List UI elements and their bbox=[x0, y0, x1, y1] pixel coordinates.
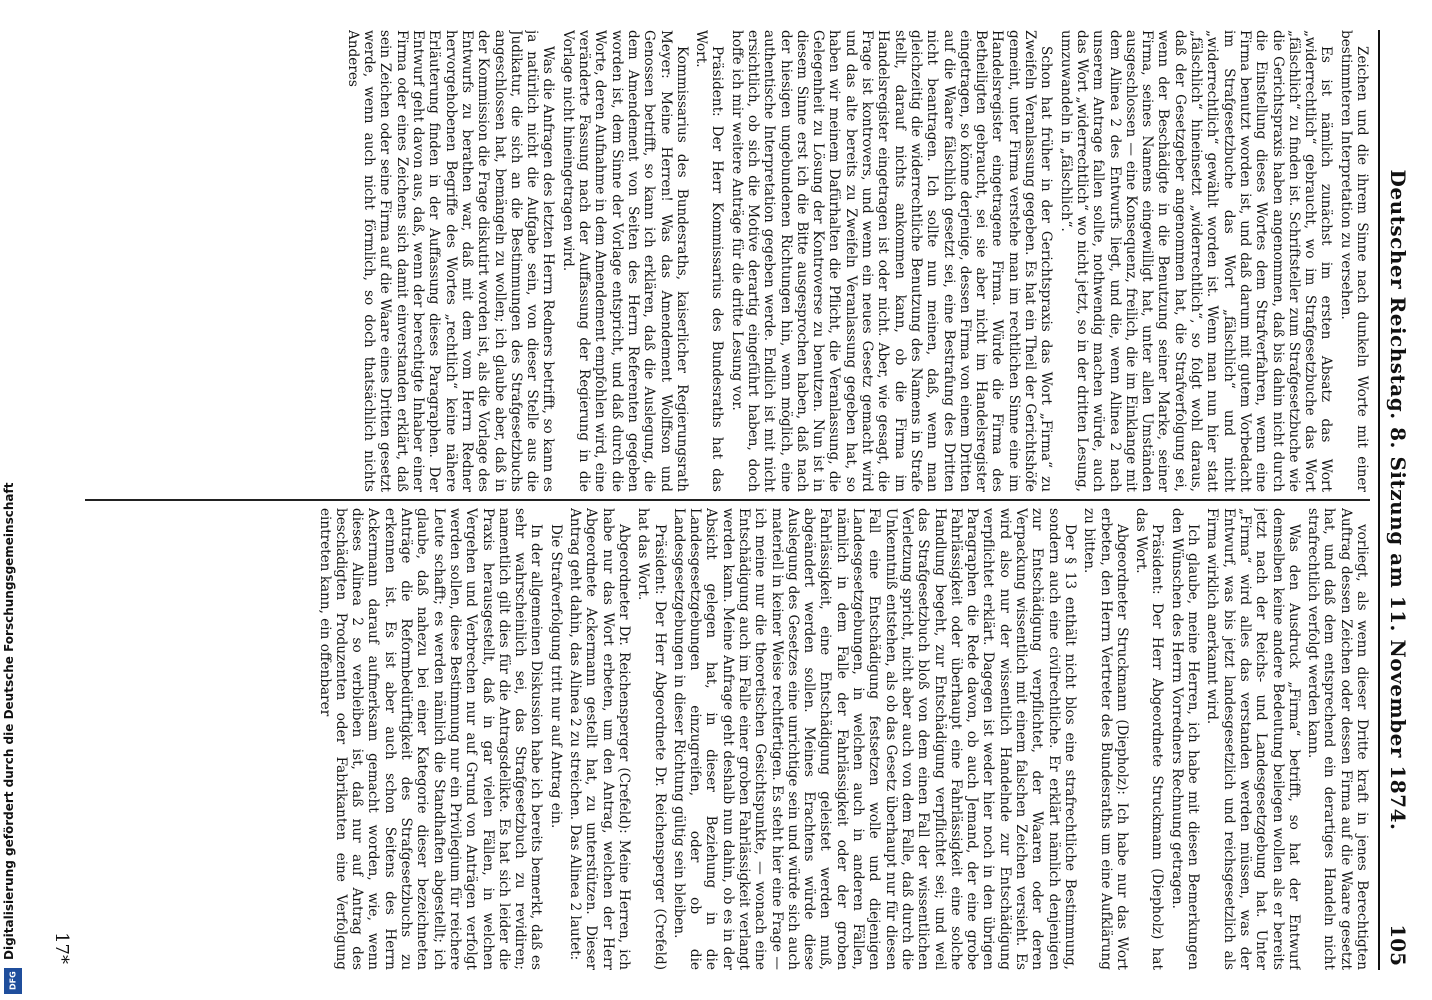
paragraph: Präsident: Der Herr Abgeordnete Dr. Reichensperger (Crefeld) hat das Wort. bbox=[635, 508, 668, 970]
paragraph: Was die Anfragen des letzten Herrn Redners betrifft, so kann es ja natürlich nicht die Aufgabe sein, von dieser Stelle aus die Judikatur, die sich an die Bestimmungen des Strafgesetzbuchs angeschlossen hat, bemängeln zu wollen; ich glaube aber, daß in der Kommission die Frage diskutirt worden ist, als die Vorlage des Entwurfs zu berathen war, daß mit dem vom Herrn Redner hervorgehobenen Begriffe des Wortes „rechtlich“ keine nähere Erläuterung finden in der Auffassung dieses Paragraphen. Der Entwurf geht davon aus, daß, wenn der berechtigte Inhaber einer Firma oder eines Zeichens sich damit einverstanden erklärt, daß sein Zeichen oder seine Firma auf die Waare eines Dritten gesetzt werde, wenn auch nicht förmlich, so doch thatsächlich nichts Anderes bbox=[344, 30, 557, 492]
paragraph: Der § 13 enthält nicht blos eine strafrechtliche Bestimmung, sondern auch eine civilrechtliche. Er erklärt nämlich denjenigen zur Entschädigung verpflichtet, der Waaren oder deren Verpackung wissentlich mit einem falschen Zeichen versieht. Es wird also nur der wissentlich Handelnde zur Entschädigung verpflichtet erklärt. Dagegen ist weder hier noch in den übrigen Paragraphen die Rede davon, ob auch Jemand, der eine grobe Fahrlässigkeit oder überhaupt eine Fahrlässigkeit eine solche Handlung begeht, zur Entschädigung verpflichtet sei; und weil das Strafgesetzbuch bloß von dem einen Fall der wissentlichen Verletzung spricht, nicht aber auch von dem Falle, daß durch die Unkenntniß entstehen, als ob das Gesetz überhaupt nur für diesen Fall eine Entschädigung festsetzen wolle und diejenigen Landesgesetzgebungen, in welchen auch in anderen Fällen, nämlich in dem Falle der Fahrlässigkeit oder der groben Fahrlässigkeit, eine Entschädigung geleistet werden muß, abgeändert werden sollen. Meines Erachtens würde diese Auslegung des Gesetzes eine unrichtige sein und würde sich auch materiell in keiner Weise rechtfertigen. Es steht hier eine Frage — ich meine nur die theoretischen Gesichtspunkte, — wonach eine Entschädigung auch im Falle einer groben Fahrlässigkeit verlangt werden kann. Meine Anfrage geht deshalb nun dahin, ob es in der Absicht gelegen hat, in dieser Beziehung in die Landesgesetzgebungen einzugreifen, oder ob die Landesgesetzgebungen in dieser Richtung gültig sein bleiben. bbox=[670, 508, 1078, 970]
paragraph: Die Strafverfolgung tritt nur auf Antrag ein. bbox=[547, 524, 564, 829]
paragraph: vorliegt, als wenn dieser Dritte kraft in jenes Berechtigten Auftrag dessen Zeichen oder dessen Firma auf die Waare gesetzt hat, und daß dem entsprechend ein derartiges Handeln nicht strafrechtlich verfolgt werden kann. bbox=[1305, 508, 1370, 970]
page-number: 105 bbox=[1386, 924, 1410, 966]
dfg-logo-icon: DFG bbox=[4, 968, 22, 994]
paragraph: Schon hat früher in der Gerichtspraxis das Wort „Firma“ zu Zweifeln Veranlassung gegeben. Es hat ein Theil der Gerichtshöfe gemeint, unter Firma verstehe man im rechtlichen Sinne eine im Handelsregister eingetragene Firma. Würde die Firma des Betheiligten gebraucht, sei sie aber nicht im Handelsregister eingetragen, so könne derjenige, dessen Firma von einem Dritten auf die Waare fälschlich gesetzt sei, eine Bestrafung des Dritten nicht beantragen. Ich sollte nun meinen, daß, wenn man gleichzeitig die widerrechtliche Benutzung des Namens in Strafe stellt, darauf nichts ankommen kann, ob die Firma im Handelsregister eingetragen ist oder nicht. Aber, wie gesagt, die Frage ist kontrovers, und wenn ein neues Gesetz gemacht wird und das alte bereits zu Zweifeln Veranlassung gegeben hat, so haben wir meinem Dafürhalten die Pflicht, die Veranlassung, die Gelegenheit zu Lösung der Kontroverse zu benutzen. Nun ist in diesem Sinne erst ich die Bitte ausgesprochen haben, daß nach der hiesigen ungebundenen Richtungen hin, wenn möglich, eine authentische Interpretation gegeben werde. Endlich ist mit nicht ersichtlich, ob sich die Motive derartig eingeführt haben, doch hoffe ich mir weitere Anträge für die dritte Lesung vor. bbox=[728, 30, 1055, 492]
signature-mark: 17* bbox=[51, 932, 72, 964]
right-column bbox=[90, 508, 1370, 970]
paragraph: In der allgemeinen Diskussion habe ich bereits bemerkt, daß es sehr wahrscheinlich sei, das Strafgesetzbuch zu revidiren; namentlich gilt dies für die Antragsdelikte. Es hat sich leider die Praxis herausgestellt, daß in gar vielen Fällen, in welchen Vergehen und Verbrechen nur auf Grund von Anträgen verfolgt werden sollen, diese Bestimmung nur ein Privilegium für reichere Leute schafft; es werden nämlich die Standhaften abgestellt; ich glaube, daß nahezu bei einer Kategorie dieser bezeichneten Anträge die Reformbedürftigkeit des Strafgesetzbuchs zu erkennen ist. Es ist aber auch schon Seitens des Herrn Ackermann darauf aufmerksam gemacht worden, wie, wenn dieses Alinea 2 so verbleiben ist, daß nur auf Antrag des beschädigten Produzenten oder Fabrikanten eine Verfolgung eintreten kann, ein offenbarer bbox=[316, 508, 545, 970]
paragraph: Präsident: Der Herr Abgeordnete Struckmann (Diepholz) hat das Wort. bbox=[1133, 508, 1166, 970]
running-header bbox=[1378, 30, 1414, 970]
credit-text: Digitalisierung gefördert durch die Deutsche Forschungsgemeinschaft bbox=[2, 482, 16, 960]
paragraph: Ich glaube, meine Herren, ich habe mit diesen Bemerkungen den Wünschen des Herrn Vorredners Rechnung getragen. bbox=[1168, 508, 1202, 970]
paragraph: Es ist nämlich zunächst im ersten Absatz das Wort „widerrechtlich“ gebraucht, wo im Strafgesetzbuche das Wort „fälschlich“ zu finden ist. Schriftsteller zum Strafgesetzbuche wie die Gerichtspraxis haben angenommen, daß bis dahin nicht durch die Einstellung dieses Wortes dem Strafverfahren, wenn eine Firma benutzt worden ist, und daß darum mit gutem Vorbedacht im Strafgesetzbuche das Wort „fälschlich“ und nicht „widerrechtlich“ gewählt worden ist. Wenn man nun hier statt „fälschlich“ hineinsetzt „widerrechtlich“, so folgt wohl daraus, daß der Gesetzgeber angenommen hat, die Strafverfolgung sei, wenn der Beschädigte in die Benutzung seiner Marke, seiner Firma, seines Namens eingewilligt hat, unter allen Umständen ausgeschlossen — eine Konsequenz, freilich, die im Einklange mit dem Alinea 2 des Entwurfs liegt, und die, wenn Alinea 2 nach unserem Antrage fallen sollte, nothwendig machen würde, auch das Wort „widerrechtlich“ wo nicht jetzt, so in der dritten Lesung, umzuwandeln in „fälschlich“. bbox=[1057, 30, 1335, 492]
paragraph: Abgeordneter Struckmann (Diepholz): Ich habe nur das Wort erbeten, den Herrn Vertreter des Bundesraths um eine Aufklärung zu bitten. bbox=[1081, 508, 1130, 970]
column-divider bbox=[85, 499, 1370, 501]
left-column bbox=[90, 30, 1370, 492]
page-title: Deutscher Reichstag. 8. Sitzung am 11. November 1874. bbox=[1386, 169, 1410, 831]
paragraph: Kommissarius des Bundesraths, kaiserlicher Regierungsrath Meyer: Meine Herren! Was das Amendement Wolffson und Genossen betrifft, so kann ich erklären, daß die Auslegung, die dem Amendement von Seiten des Herrn Referenten gegeben worden ist, dem Sinne der Vorlage entspricht, und daß durch die Worte, deren Aufnahme in dem Amendement empfohlen wird, eine veränderte Fassung nach der Auffassung der Regierung in die Vorlage nicht hineingetragen wird. bbox=[559, 30, 690, 492]
paragraph: Was den Ausdruck „Firma“ betrifft, so hat der Entwurf demselben keine andere Bedeutung beilegen wollen als er bereits jetzt nach der Reichs- und Landesgesetzgebung hat. Unter „Firma“ wird alles das verstanden werden müssen, was der Entwurf, was bis jetzt landesgesetzlich und reichsgesetzlich als Firma wirklich anerkannt wird. bbox=[1204, 508, 1302, 970]
paragraph: Zeichen und die ihrem Sinne nach dunkeln Worte mit einer bestimmteren Interpretation zu versehen. bbox=[1337, 30, 1370, 492]
digitization-credit bbox=[0, 0, 26, 1000]
paragraph: Abgeordneter Dr. Reichensperger (Crefeld): Meine Herren, ich habe nur das Wort erbeten, um den Antrag, welchen der Herr Abgeordnete Ackermann gestellt hat, zu unterstützen. Dieser Antrag geht dahin, das Alinea 2 zu streichen. Das Alinea 2 lautet: bbox=[567, 508, 632, 970]
paragraph: Präsident: Der Herr Kommissarius des Bundesraths hat das Wort. bbox=[693, 30, 726, 492]
